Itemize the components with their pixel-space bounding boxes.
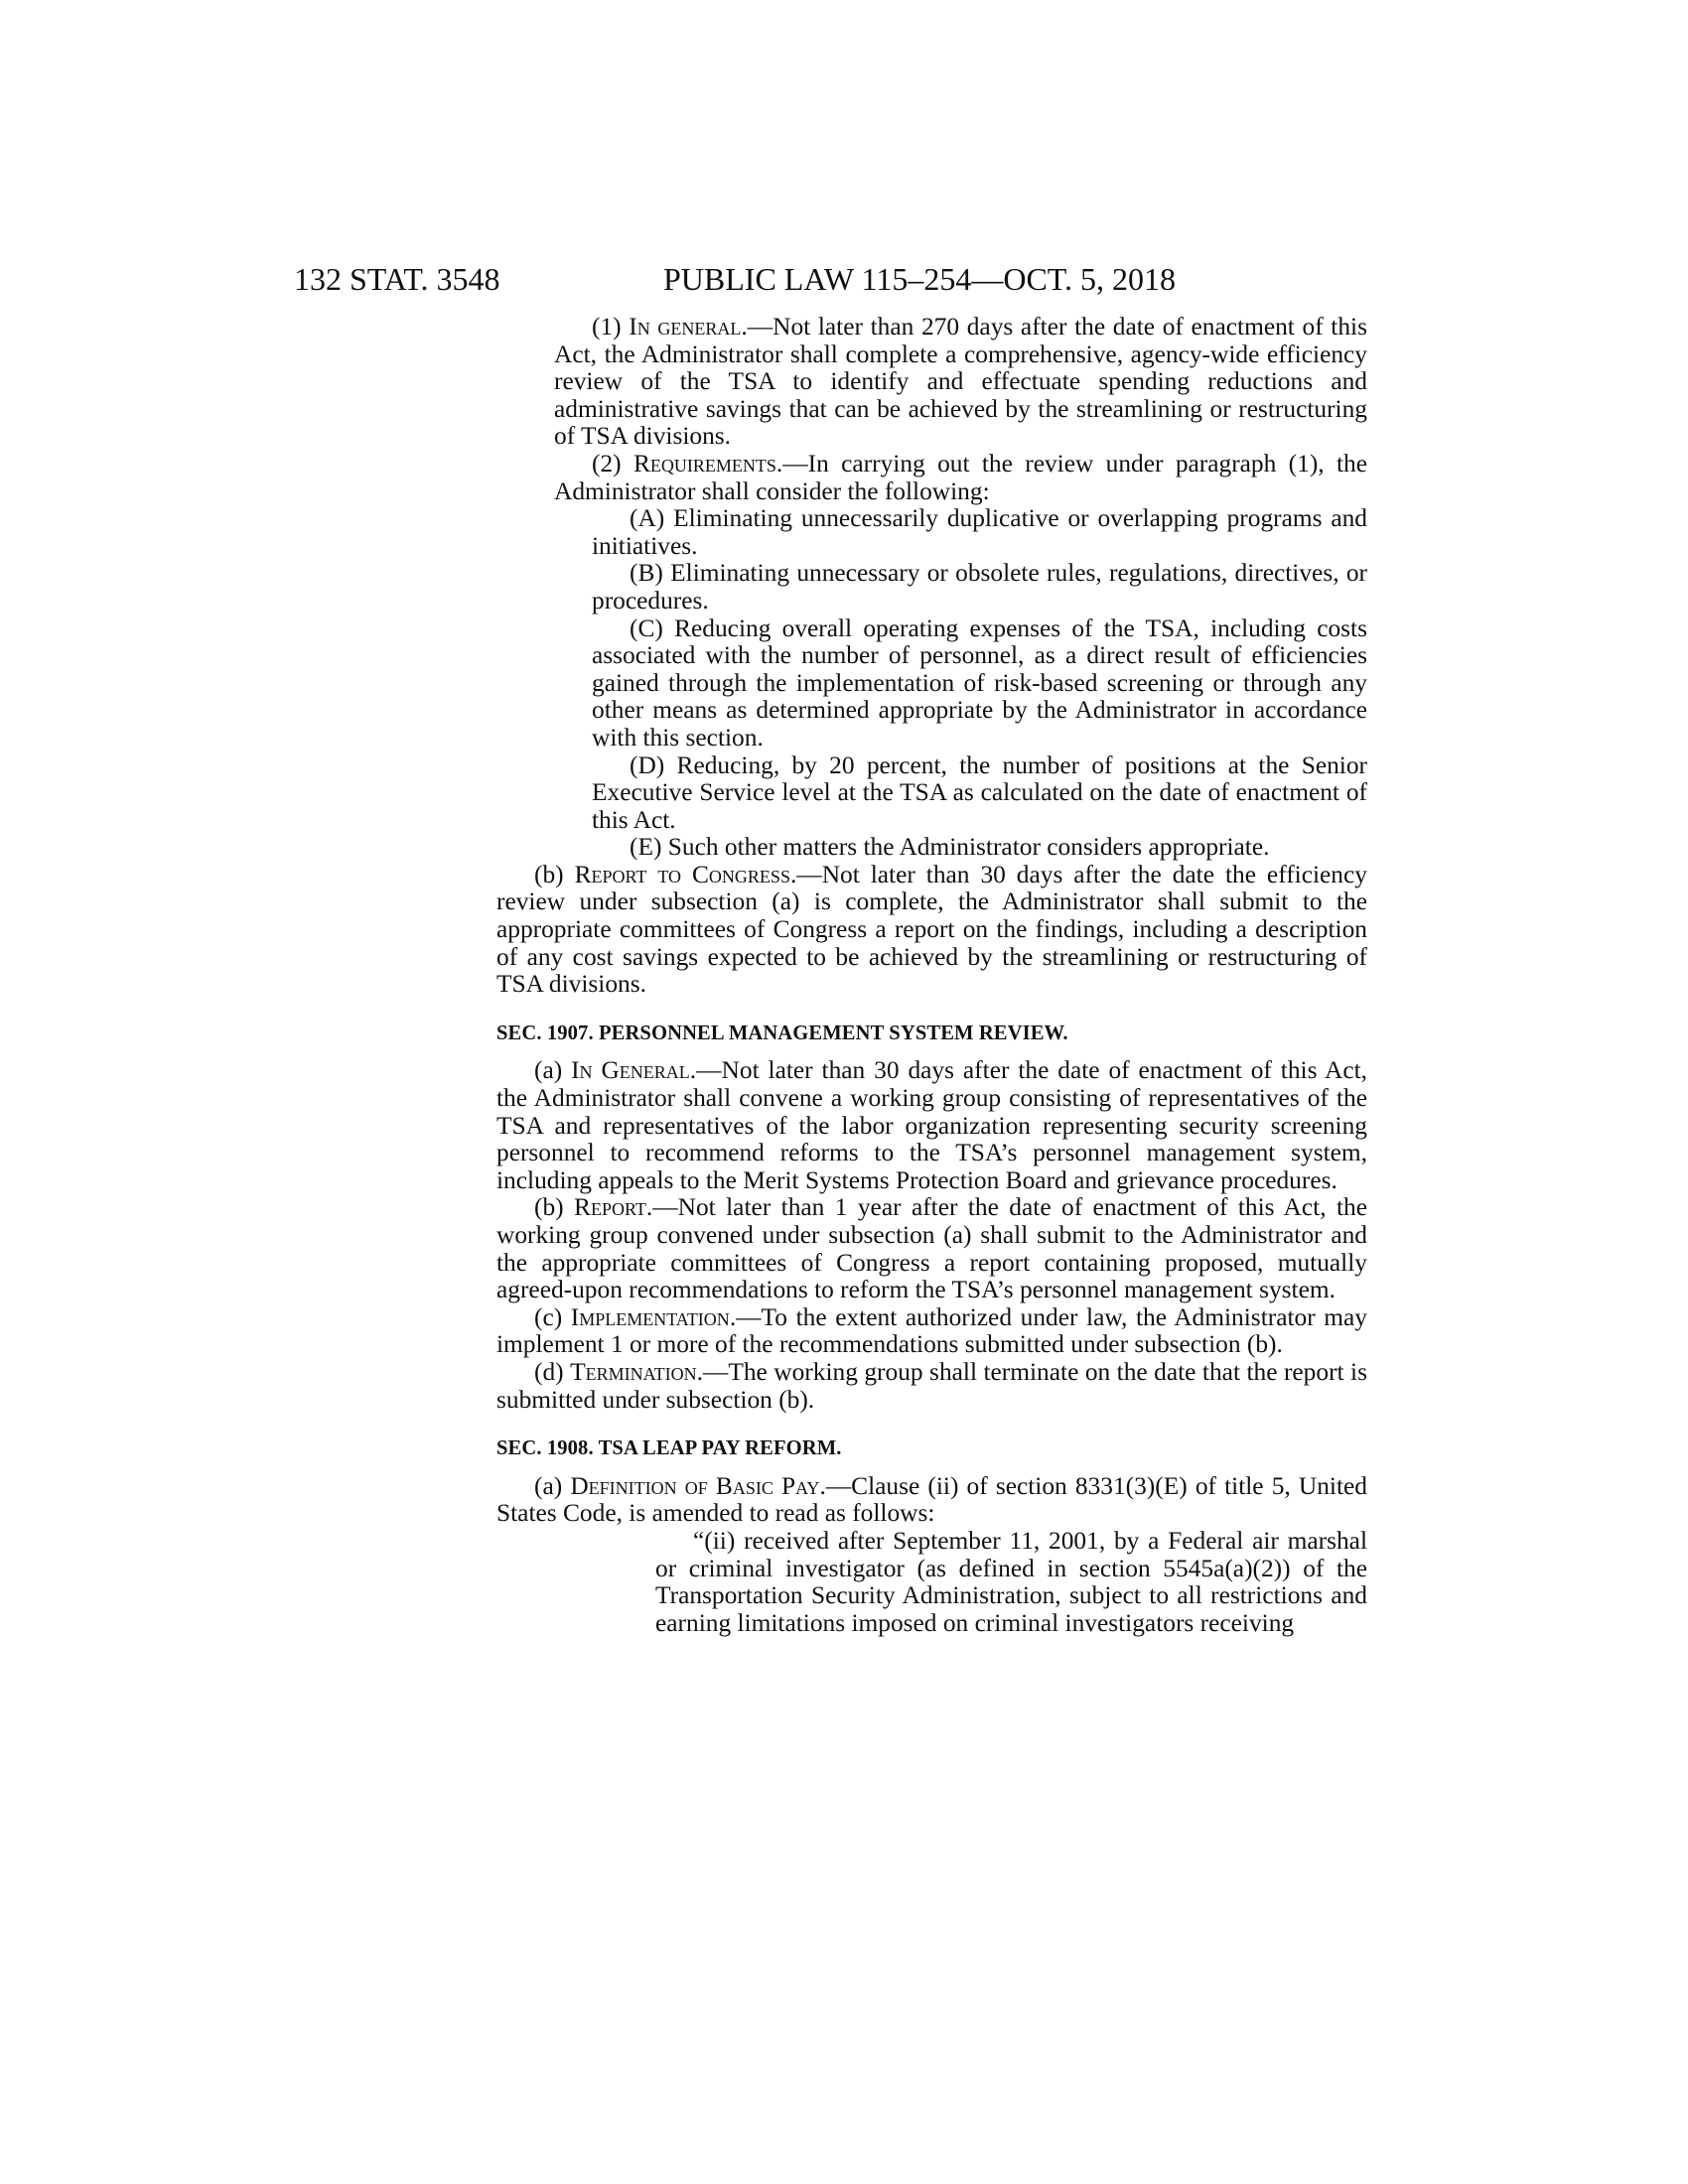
subparagraph-a: (A) Eliminating unnecessarily duplicative or overlapping programs and initiatives. — [592, 504, 1367, 560]
paragraph-caption: In general — [629, 313, 742, 341]
paragraph-2-requirements: (2) Requirements.—In carrying out the review under paragraph (1), the Administrator shall consider the following: — [554, 449, 1367, 505]
statute-page-number: 132 STAT. 3548 — [294, 261, 500, 297]
section-1908-heading: SEC. 1908. TSA LEAP PAY REFORM. — [496, 1437, 842, 1460]
sec1908-subsection-a: (a) Definition of Basic Pay.—Clause (ii) of section 8331(3)(E) of title 5, United States Code, is amended to read as follows: — [496, 1471, 1367, 1528]
amended-clause-quote: “(ii) received after September 11, 2001, by a Federal air marshal or criminal investigator (as defined in section 5545a(a)(2)) of the Transportation Security Administration, subject to all restrictions and earning limitations imposed on criminal investigators receiving — [655, 1526, 1367, 1637]
document-body — [496, 314, 1367, 1637]
subparagraph-b: (B) Eliminating unnecessary or obsolete rules, regulations, directives, or procedures. — [592, 559, 1367, 614]
sec1907-subsection-c: (c) Implementation.—To the extent authorized under law, the Administrator may implement 1 or more of the recommendations submitted under subsection (b). — [496, 1302, 1367, 1359]
section-1907-heading: SEC. 1907. PERSONNEL MANAGEMENT SYSTEM REVIEW. — [496, 1022, 1068, 1044]
subsection-caption: Termination — [570, 1357, 697, 1386]
paragraph-1-in-general: (1) In general.—Not later than 270 days after the date of enactment of this Act, the Administrator shall complete a comprehensive, agency-wide efficiency review of the TSA to identify and effectuate spending reductions and administrative savings that can be achieved by the streamlining or restructuring of TSA divisions. — [554, 313, 1367, 451]
sec1907-subsection-b: (b) Report.—Not later than 1 year after the date of enactment of this Act, the working group convened under subsection (a) shall submit to the Administrator and the appropriate committees of Congress a report containing proposed, mutually agreed-upon recommendations to reform the TSA’s personnel management system. — [496, 1193, 1367, 1304]
subsection-caption: Report — [574, 1193, 646, 1222]
subsection-caption: Definition of Basic Pay — [570, 1471, 820, 1500]
subparagraph-e: (E) Such other matters the Administrator considers appropriate. — [630, 833, 1270, 862]
subsection-b-report-to-congress: (b) Report to Congress.—Not later than 30 days after the date the efficiency review under subsection (a) is complete, the Administrator shall submit to the appropriate committees of Congress a report on the findings, including a description of any cost savings expected to be achieved by the streamlining or restructuring of TSA divisions. — [496, 860, 1367, 999]
paragraph-caption: Requirements — [633, 449, 776, 478]
subsection-caption: In General — [571, 1056, 690, 1085]
sec1907-subsection-d: (d) Termination.—The working group shall terminate on the date that the report is submitted under subsection (b). — [496, 1357, 1367, 1414]
page-header — [294, 254, 1366, 304]
sec1907-subsection-a: (a) In General.—Not later than 30 days after the date of enactment of this Act, the Administrator shall convene a working group consisting of representatives of the TSA and representatives of the labor organization representing security screening personnel to recommend reforms to the TSA’s personnel management system, including appeals to the Merit Systems Protection Board and grievance procedures. — [496, 1056, 1367, 1194]
subparagraph-d: (D) Reducing, by 20 percent, the number of positions at the Senior Executive Service level at the TSA as calculated on the date of enactment of this Act. — [592, 751, 1367, 834]
subsection-caption: Implementation — [570, 1302, 730, 1331]
public-law-citation: PUBLIC LAW 115–254—OCT. 5, 2018 — [663, 261, 1176, 297]
subparagraph-c: (C) Reducing overall operating expenses of the TSA, including costs associated with the number of personnel, as a direct result of efficiencies gained through the implementation of risk-based screening or through any other means as determined appropriate by the Administrator in accordance with this section. — [592, 614, 1367, 751]
subsection-caption: Report to Congress — [574, 860, 790, 888]
